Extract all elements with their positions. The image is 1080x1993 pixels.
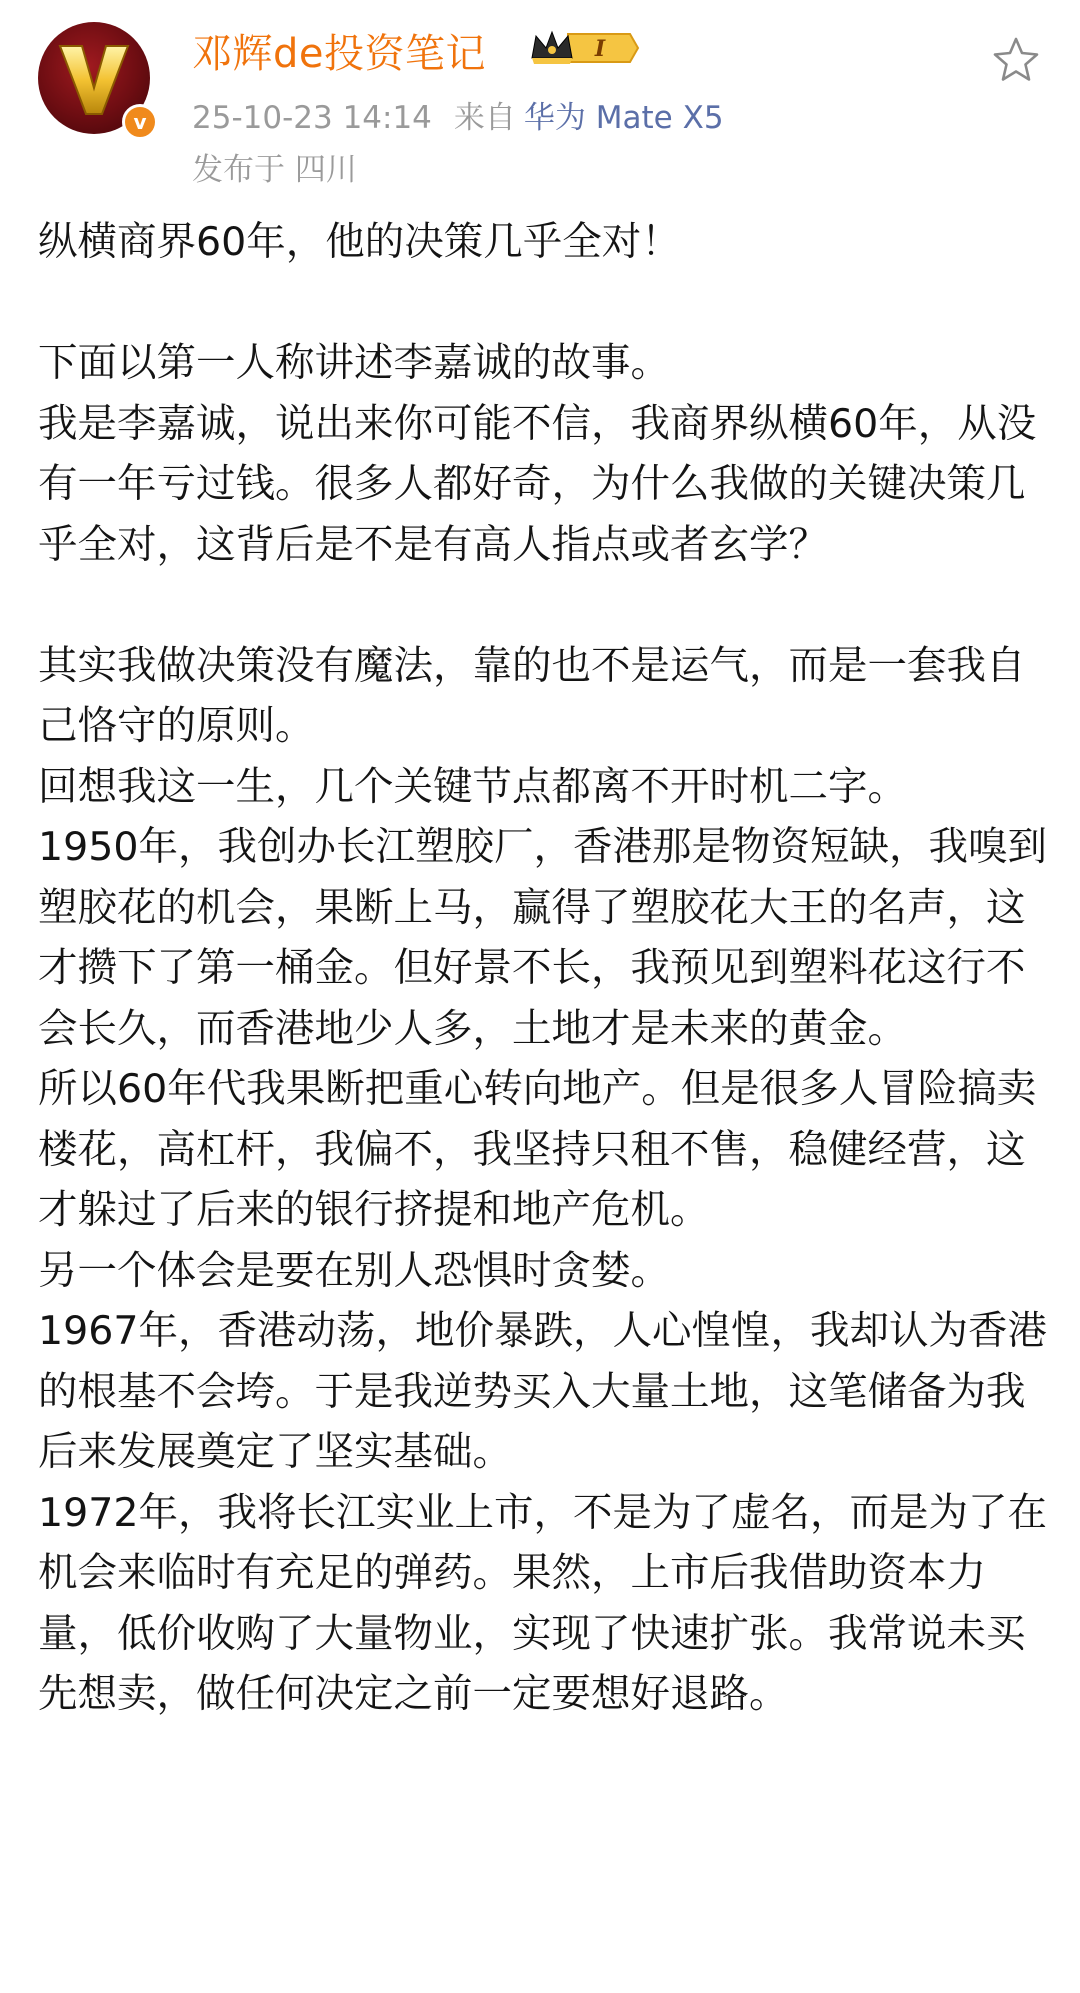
device-name[interactable]: 华为 Mate X5 [523,100,724,136]
post-header [0,0,1080,196]
vip-level-badge-icon[interactable] [528,28,640,68]
author-avatar[interactable] [38,22,156,140]
post-timestamp: 25-10-23 14:14 [192,100,432,136]
verified-v-icon: v [122,104,158,140]
post-location: 发布于 四川 [192,152,357,188]
star-outline-icon[interactable] [990,34,1042,86]
vip-badge-text: I [594,36,606,62]
source-label: 来自 [453,100,516,136]
author-name[interactable]: 邓辉de投资笔记 [192,31,486,77]
post-content: 纵横商界60年，他的决策几乎全对！ 下面以第一人称讲述李嘉诚的故事。 我是李嘉诚，说出来你可能不信，我商界纵横60年，从没有一年亏过钱。很多人都好奇，为什么我做的关键决策几乎全对，这背后是不是有高人指点或者玄学？ 其实我做决策没有魔法，靠的也不是运气，而是一套我自己恪守的原则。 回想我这一生，几个关键节点都离不开时机二字。 1950年，我创办长江塑胶厂，香港那是物资短缺，我嗅到塑胶花的机会，果断上马，赢得了塑胶花大王的名声，这才攒下了第一桶金。但好景不长，我预见到塑料花这行不会长久，而香港地少人多，土地才是未来的黄金。 所以60年代我果断把重心转向地产。但是很多人冒险搞卖楼花，高杠杆，我偏不，我坚持只租不售，稳健经营，这才躲过了后来的银行挤提和地产危机。 另一个体会是要在别人恐惧时贪婪。 1967年，香港动荡，地价暴跌，人心惶惶，我却认为香港的根基不会垮。于是我逆势买入大量土地，这笔储备为我后来发展奠定了坚实基础。 1972年，我将长江实业上市，不是为了虚名，而是为了在机会来临时有充足的弹药。果然，上市后我借助资本力量，低价收购了大量物业，实现了快速扩张。我常说未买先想卖，做任何决定之前一定要想好退路。 [38,219,1048,1717]
post-meta [192,92,724,137]
